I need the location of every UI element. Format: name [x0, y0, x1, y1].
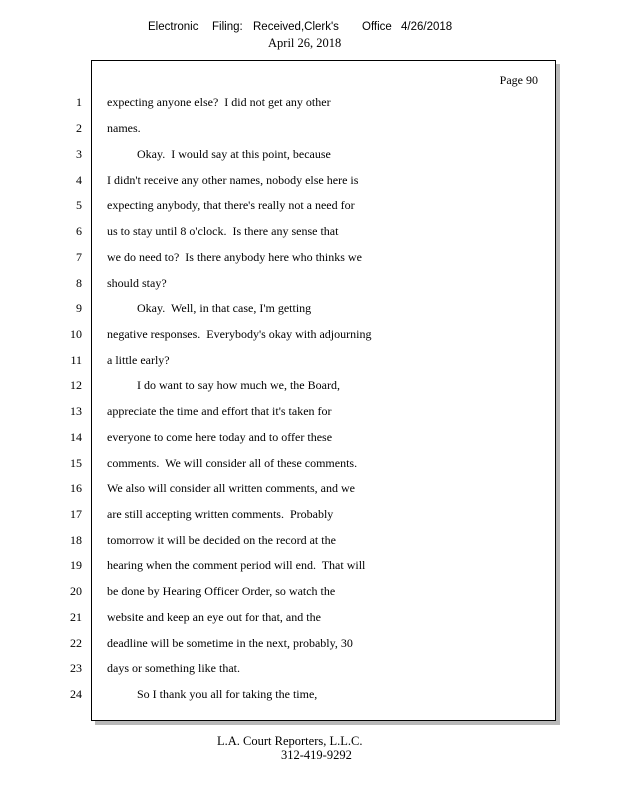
line-number: 5	[76, 198, 82, 212]
line-number: 10	[70, 327, 82, 341]
line-number: 20	[70, 584, 82, 598]
line-text: be done by Hearing Officer Order, so watch the	[107, 584, 336, 598]
transcript-line	[0, 250, 618, 266]
line-text: Okay. Well, in that case, I'm getting	[107, 301, 312, 315]
line-text: a little early?	[107, 353, 170, 367]
line-number: 23	[70, 661, 82, 675]
line-text: us to stay until 8 o'clock. Is there any sense that	[107, 224, 339, 238]
transcript-line	[0, 353, 618, 369]
line-number: 21	[70, 610, 82, 624]
transcript-line	[0, 507, 618, 523]
line-number: 9	[76, 301, 82, 315]
line-text: are still accepting written comments. Probably	[107, 507, 334, 521]
line-number: 16	[70, 481, 82, 495]
line-number: 14	[70, 430, 82, 444]
line-number: 4	[76, 173, 82, 187]
line-text: appreciate the time and effort that it's taken for	[107, 404, 332, 418]
line-number: 7	[76, 250, 82, 264]
line-text: we do need to? Is there anybody here who thinks we	[107, 250, 362, 264]
transcript-line	[0, 533, 618, 549]
stamp-received: Received,Clerk's	[253, 21, 339, 33]
transcript-line	[0, 276, 618, 292]
filing-stamp	[0, 21, 618, 35]
transcript-line	[0, 198, 618, 214]
line-number: 24	[70, 687, 82, 701]
transcript-line	[0, 121, 618, 137]
line-text: deadline will be sometime in the next, probably, 30	[107, 636, 353, 650]
line-number: 11	[70, 353, 82, 367]
transcript-line	[0, 378, 618, 394]
transcript-line	[0, 610, 618, 626]
reporter-phone: 312-419-9292	[281, 748, 352, 762]
line-text: I do want to say how much we, the Board,	[107, 378, 340, 392]
transcript-line	[0, 584, 618, 600]
line-text: Okay. I would say at this point, because	[107, 147, 331, 161]
line-number: 15	[70, 456, 82, 470]
line-text: negative responses. Everybody's okay with adjourning	[107, 327, 372, 341]
line-text: should stay?	[107, 276, 167, 290]
page-number: Page 90	[499, 73, 538, 87]
line-number: 12	[70, 378, 82, 392]
line-text: I didn't receive any other names, nobody else here is	[107, 173, 359, 187]
transcript-line	[0, 687, 618, 703]
transcript-line	[0, 224, 618, 240]
stamp-date: 4/26/2018	[401, 21, 453, 33]
line-text: website and keep an eye out for that, and the	[107, 610, 321, 624]
transcript-line	[0, 558, 618, 574]
transcript-line	[0, 661, 618, 677]
filed-date: April 26, 2018	[268, 36, 342, 50]
line-text: We also will consider all written comments, and we	[107, 481, 355, 495]
line-number: 6	[76, 224, 82, 238]
line-text: tomorrow it will be decided on the record at the	[107, 533, 336, 547]
line-text: comments. We will consider all of these comments.	[107, 456, 358, 470]
line-number: 8	[76, 276, 82, 290]
line-text: hearing when the comment period will end. That will	[107, 558, 366, 572]
line-text: expecting anyone else? I did not get any other	[107, 95, 331, 109]
transcript-line	[0, 147, 618, 163]
stamp-filing: Filing:	[212, 21, 243, 33]
transcript-line	[0, 636, 618, 652]
transcript-line	[0, 95, 618, 111]
line-number: 18	[70, 533, 82, 547]
transcript-line	[0, 327, 618, 343]
line-text: everyone to come here today and to offer these	[107, 430, 333, 444]
reporter-company: L.A. Court Reporters, L.L.C.	[217, 734, 363, 748]
line-number: 13	[70, 404, 82, 418]
transcript-line	[0, 404, 618, 420]
line-number: 19	[70, 558, 82, 572]
line-text: expecting anybody, that there's really not a need for	[107, 198, 355, 212]
line-number: 17	[70, 507, 82, 521]
line-text: So I thank you all for taking the time,	[107, 687, 318, 701]
transcript-line	[0, 301, 618, 317]
transcript-line	[0, 430, 618, 446]
line-text: names.	[107, 121, 141, 135]
stamp-electronic: Electronic	[148, 21, 199, 33]
transcript-line	[0, 481, 618, 497]
transcript-line	[0, 456, 618, 472]
transcript-line	[0, 173, 618, 189]
line-number: 3	[76, 147, 82, 161]
line-text: days or something like that.	[107, 661, 240, 675]
stamp-office: Office	[362, 21, 392, 33]
line-number: 2	[76, 121, 82, 135]
line-number: 22	[70, 636, 82, 650]
line-number: 1	[76, 95, 82, 109]
